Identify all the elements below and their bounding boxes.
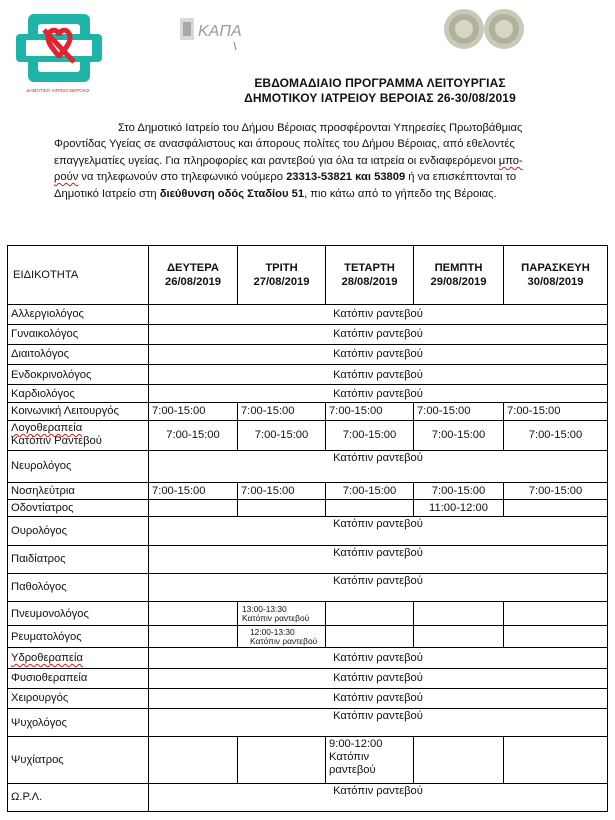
table-row — [8, 403, 608, 420]
schedule-cell: 7:00-15:00 — [504, 483, 608, 500]
schedule-cell: Κατόπιν ραντεβού — [149, 517, 608, 545]
schedule-cell: 13:00-13:30 Κατόπιν ραντεβού — [238, 602, 326, 626]
schedule-cell — [149, 626, 238, 648]
table-row — [8, 324, 608, 344]
specialty-cell: Χειρουργός — [8, 688, 149, 708]
header-monday: ΔΕΥΤΕΡΑ 26/08/2019 — [149, 246, 238, 305]
header-tuesday: ΤΡΙΤΗ 27/08/2019 — [238, 246, 326, 305]
table-row — [8, 420, 608, 450]
schedule-cell — [414, 626, 504, 648]
table-row — [8, 783, 608, 811]
page-title: ΕΒΔΟΜΑΔΙΑΙΟ ΠΡΟΓΡΑΜΜΑ ΛΕΙΤΟΥΡΓΙΑΣ — [254, 76, 506, 90]
schedule-cell: Κατόπιν ραντεβού — [149, 365, 608, 385]
table-row — [8, 344, 608, 364]
schedule-cell: Κατόπιν ραντεβού — [149, 573, 608, 601]
schedule-cell — [238, 737, 326, 783]
schedule-cell: 7:00-15:00 — [504, 403, 608, 420]
schedule-cell — [326, 602, 414, 626]
table-row — [8, 668, 608, 688]
specialty-cell: Κοινωνική Λειτουργός — [8, 403, 149, 420]
schedule-cell — [504, 626, 608, 648]
schedule-cell — [149, 737, 238, 783]
header-specialty: ΕΙΔΙΚΟΤΗΤΑ — [8, 246, 149, 305]
table-row — [8, 737, 608, 783]
schedule-cell — [149, 602, 238, 626]
header-friday: ΠΑΡΑΣΚΕΥΗ 30/08/2019 — [504, 246, 608, 305]
intro-line-wavy: μπο- — [498, 154, 523, 167]
table-row — [8, 626, 608, 648]
schedule-cell: 7:00-15:00 — [414, 403, 504, 420]
phone-numbers: 23313-53821 και 53809 — [286, 171, 406, 184]
municipality-seal-icon — [442, 6, 526, 52]
kapa-logo-icon — [178, 14, 268, 54]
specialty-cell: Ψυχίατρος — [8, 737, 149, 783]
schedule-cell — [504, 602, 608, 626]
specialty-cell: Υδροθεραπεία — [8, 648, 149, 668]
schedule-cell: 9:00-12:00 Κατόπιν ραντεβού — [326, 737, 414, 783]
table-row — [8, 365, 608, 385]
schedule-cell: 7:00-15:00 — [326, 420, 414, 450]
schedule-cell: 7:00-15:00 — [414, 483, 504, 500]
schedule-cell: Κατόπιν ραντεβού — [149, 783, 608, 811]
schedule-cell: 7:00-15:00 — [149, 403, 238, 420]
address: διεύθυνση οδός Σταδίου 51 — [159, 187, 305, 200]
schedule-cell — [504, 500, 608, 517]
schedule-cell — [238, 500, 326, 517]
table-row — [8, 385, 608, 403]
intro-paragraph — [54, 120, 614, 202]
schedule-cell: Κατόπιν ραντεβού — [149, 668, 608, 688]
schedule-cell: 7:00-15:00 — [149, 483, 238, 500]
schedule-cell: 7:00-15:00 — [149, 420, 238, 450]
table-row — [8, 304, 608, 324]
schedule-cell: Κατόπιν ραντεβού — [149, 324, 608, 344]
table-row — [8, 648, 608, 668]
intro-line: Στο Δημοτικό Ιατρείο του Δήμου Βέροιας προσφέρονται Υπηρεσίες Πρωτοβάθμιας — [118, 122, 523, 134]
schedule-cell — [149, 500, 238, 517]
table-row — [8, 573, 608, 601]
schedule-cell — [414, 602, 504, 626]
schedule-cell: Κατόπιν ραντεβού — [149, 450, 608, 482]
table-row — [8, 688, 608, 708]
specialty-cell: Ουρολόγος — [8, 517, 149, 545]
specialty-cell: Ω.Ρ.Λ. — [8, 783, 149, 811]
table-header-row — [8, 246, 608, 305]
schedule-cell: Κατόπιν ραντεβού — [149, 688, 608, 708]
header-wednesday: ΤΕΤΑΡΤΗ 28/08/2019 — [326, 246, 414, 305]
specialty-cell: Ψυχολόγος — [8, 708, 149, 736]
specialty-cell: Πνευμονολόγος — [8, 602, 149, 626]
schedule-cell: 7:00-15:00 — [238, 483, 326, 500]
page-subtitle: ΔΗΜΟΤΙΚΟΥ ΙΑΤΡΕΙΟΥ ΒΕΡΟΙΑΣ 26-30/08/2019 — [244, 91, 516, 105]
schedule-cell: 7:00-15:00 — [326, 483, 414, 500]
table-row — [8, 602, 608, 626]
intro-line: , πιο κάτω από το γήπεδο της Βέροιας. — [304, 187, 497, 200]
schedule-cell: 7:00-15:00 — [326, 403, 414, 420]
table-row — [8, 708, 608, 736]
intro-line-wavy: ρούν — [54, 171, 79, 184]
header-thursday: ΠΕΜΠΤΗ 29/08/2019 — [414, 246, 504, 305]
schedule-cell — [326, 626, 414, 648]
schedule-cell: Κατόπιν ραντεβού — [149, 708, 608, 736]
table-row — [8, 483, 608, 500]
specialty-cell: Νοσηλεύτρια — [8, 483, 149, 500]
intro-line: να τηλεφωνούν στο τηλεφωνικό νούμερο — [78, 171, 287, 184]
specialty-cell: Καρδιολόγος — [8, 385, 149, 403]
schedule-cell: 7:00-15:00 — [238, 420, 326, 450]
schedule-cell: 7:00-15:00 — [504, 420, 608, 450]
specialty-cell: Ενδοκρινολόγος — [8, 365, 149, 385]
schedule-cell: Κατόπιν ραντεβού — [149, 545, 608, 573]
specialty-cell: Αλλεργιολόγος — [8, 304, 149, 324]
schedule-cell: Κατόπιν ραντεβού — [149, 304, 608, 324]
schedule-cell: Κατόπιν ραντεβού — [149, 344, 608, 364]
table-row — [8, 545, 608, 573]
intro-line: επαγγελματίες υγείας. Για πληροφορίες και ραντεβού για όλα τα ιατρεία οι ενδιαφερόμενοι — [54, 154, 499, 167]
specialty-cell: Οδοντίατρος — [8, 500, 149, 517]
specialty-cell: Νευρολόγος — [8, 450, 149, 482]
schedule-table — [7, 245, 608, 812]
specialty-cell: Λογοθεραπεία Κατόπιν Ραντεβού — [8, 420, 149, 450]
specialty-cell: Διαιτολόγος — [8, 344, 149, 364]
specialty-cell: Παθολόγος — [8, 573, 149, 601]
schedule-cell — [326, 500, 414, 517]
schedule-cell: 7:00-15:00 — [414, 420, 504, 450]
schedule-cell: Κατόπιν ραντεβού — [149, 385, 608, 403]
intro-line: Δημοτικό Ιατρείο στη — [54, 187, 160, 200]
specialty-cell: Παιδίατρος — [8, 545, 149, 573]
specialty-cell: Ρευματολόγος — [8, 626, 149, 648]
schedule-cell: Κατόπιν ραντεβού — [149, 648, 608, 668]
schedule-cell: 7:00-15:00 — [238, 403, 326, 420]
specialty-cell: Γυναικολόγος — [8, 324, 149, 344]
schedule-cell — [414, 737, 504, 783]
schedule-cell: 11:00-12:00 — [414, 500, 504, 517]
table-row — [8, 500, 608, 517]
table-row — [8, 450, 608, 482]
specialty-cell: Φυσιοθεραπεία — [8, 668, 149, 688]
kapa-logo-text: ΚΑΠΑ — [198, 23, 242, 40]
schedule-cell — [504, 737, 608, 783]
intro-line: Φροντίδας Υγείας σε ανασφάλιστους και άπορους πολίτες του Δήμου Βέροιας, από εθελοντές — [54, 138, 515, 151]
intro-line: ή να επισκέπτονται το — [405, 171, 517, 184]
table-row — [8, 517, 608, 545]
schedule-cell: 12:00-13:30 Κατόπιν ραντεβού — [238, 626, 326, 648]
logo-caption: ΔΗΜΟΤΙΚΟ ΙΑΤΡΕΙΟ ΒΕΡΟΙΑΣ — [26, 88, 90, 93]
